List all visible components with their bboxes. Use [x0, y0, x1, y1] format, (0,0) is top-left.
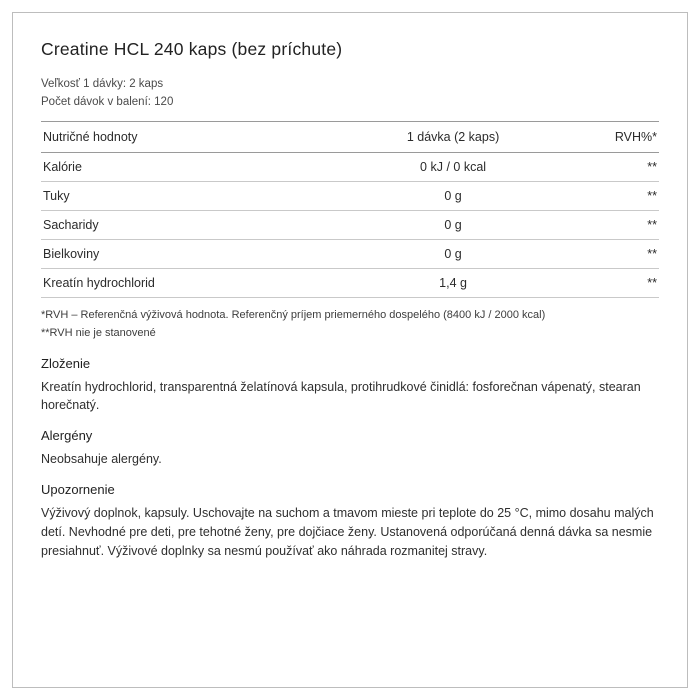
table-row — [41, 181, 659, 210]
footnote-not-established: **RVH nie je stanovené — [41, 327, 156, 340]
section-body-ingredients: Kreatín hydrochlorid, transparentná želatínová kapsula, protihrudkové činidlá: fosforečnan vápenatý, stearan horečnatý. — [41, 379, 641, 412]
header-nutrition-values: Nutričné hodnoty — [41, 121, 336, 152]
serving-size-text: Veľkosť 1 dávky: 2 kaps — [41, 78, 164, 90]
row-label: Sacharidy — [41, 210, 336, 239]
header-serving-amount: 1 dávka (2 kaps) — [336, 121, 570, 152]
servings-per-container-text: Počet dávok v balení: 120 — [41, 95, 174, 108]
footnote-rvh: *RVH – Referenčná výživová hodnota. Referenčný príjem priemerného dospelého (8400 kJ / 2000 kcal) — [41, 308, 546, 321]
section-body-allergens: Neobsahuje alergény. — [41, 451, 162, 466]
section-allergens — [41, 428, 659, 468]
row-label: Kalórie — [41, 152, 336, 181]
table-row — [41, 210, 659, 239]
section-title-warning: Upozornenie — [41, 482, 115, 497]
row-rvh: ** — [570, 268, 659, 297]
row-label: Bielkoviny — [41, 239, 336, 268]
table-row — [41, 152, 659, 181]
nutrition-table — [41, 121, 659, 298]
row-amount: 0 g — [336, 239, 570, 268]
nutrition-table-head — [41, 121, 659, 152]
page-title: Creatine HCL 240 kaps (bez príchute) — [41, 39, 343, 59]
row-rvh: ** — [570, 152, 659, 181]
row-label: Kreatín hydrochlorid — [41, 268, 336, 297]
row-amount: 0 kJ / 0 kcal — [336, 152, 570, 181]
row-label: Tuky — [41, 181, 336, 210]
section-warning — [41, 482, 659, 560]
header-rvh: RVH%* — [570, 121, 659, 152]
row-rvh: ** — [570, 181, 659, 210]
row-rvh: ** — [570, 210, 659, 239]
section-body-warning: Výživový doplnok, kapsuly. Uschovajte na suchom a tmavom mieste pri teplote do 25 °C, mimo dosahu malých detí. Nevhodné pre deti, pre tehotné ženy, pre dojčiace ženy. Ustanovená odporúčaná denná dávka sa nesmie presiahnuť. Výživové doplnky sa nesmú používať ako náhrada rozmanitej stravy. — [41, 506, 654, 558]
section-title-ingredients: Zloženie — [41, 355, 91, 371]
table-row — [41, 268, 659, 297]
row-amount: 0 g — [336, 181, 570, 210]
section-ingredients — [41, 356, 659, 414]
nutrition-table-body — [41, 152, 659, 297]
label-content — [13, 13, 687, 560]
row-amount: 1,4 g — [336, 268, 570, 297]
table-row — [41, 239, 659, 268]
row-rvh: ** — [570, 239, 659, 268]
nutrition-label-panel — [12, 12, 688, 688]
footnotes — [41, 307, 659, 342]
table-header-row — [41, 121, 659, 152]
section-title-allergens: Alergény — [41, 427, 93, 443]
row-amount: 0 g — [336, 210, 570, 239]
